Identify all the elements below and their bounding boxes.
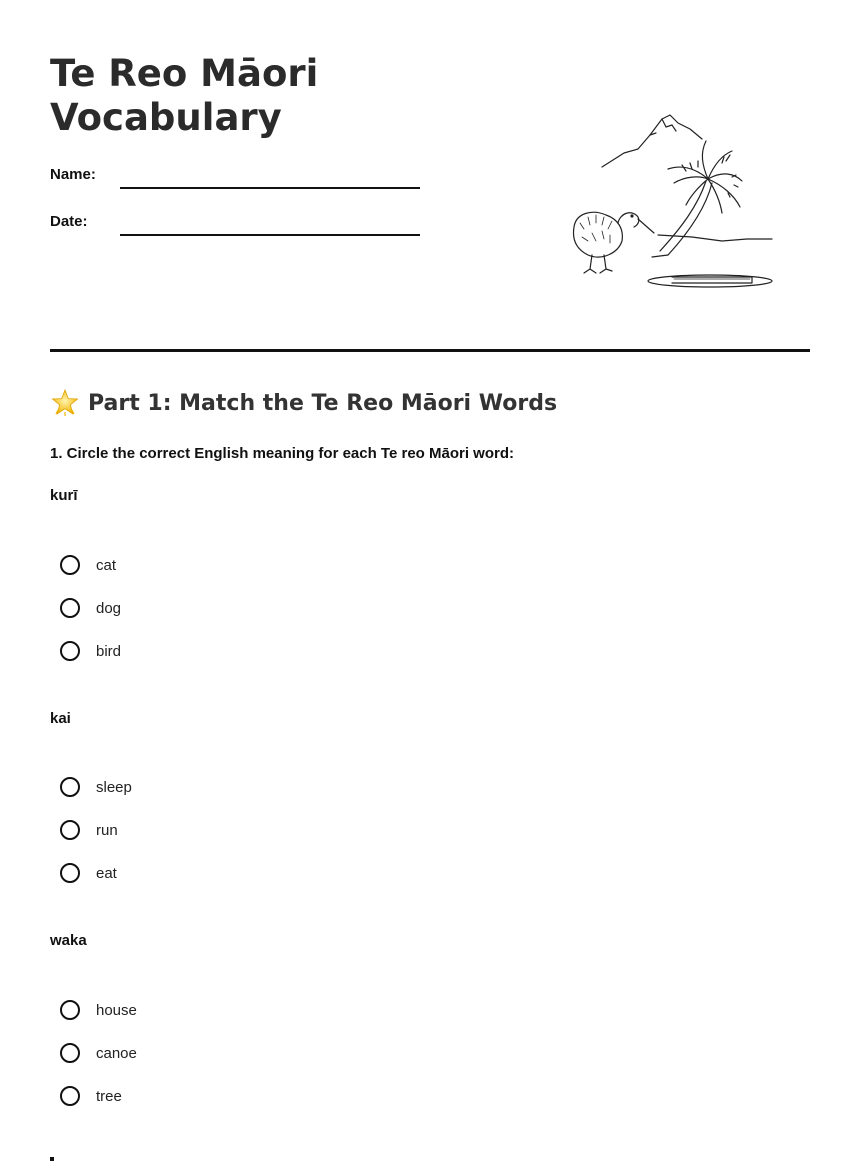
question-instruction: 1. Circle the correct English meaning for each Te reo Māori word:	[50, 445, 514, 462]
radio-circle[interactable]	[60, 1086, 80, 1106]
option-label: sleep	[96, 778, 132, 796]
date-label: Date:	[50, 213, 88, 230]
kiwi-landscape-illustration	[562, 105, 778, 295]
option-label: cat	[96, 556, 117, 574]
part1-heading-text: Part 1: Match the Te Reo Māori Words	[88, 390, 558, 416]
option-dog[interactable]	[60, 595, 121, 621]
option-label: bird	[96, 642, 122, 660]
option-tree[interactable]	[60, 1083, 122, 1109]
title-line-2: Vocabulary	[50, 96, 282, 139]
radio-circle[interactable]	[60, 641, 80, 661]
option-label: house	[96, 1001, 137, 1019]
option-cat[interactable]	[60, 552, 116, 578]
option-label: run	[96, 821, 118, 839]
name-field[interactable]	[120, 187, 420, 189]
option-house[interactable]	[60, 997, 137, 1023]
question-word-waka: waka	[50, 932, 87, 949]
radio-circle[interactable]	[60, 1000, 80, 1020]
radio-circle[interactable]	[60, 777, 80, 797]
radio-circle[interactable]	[60, 555, 80, 575]
title-line-1: Te Reo Māori	[50, 52, 319, 95]
name-label: Name:	[50, 166, 96, 183]
radio-circle[interactable]	[60, 863, 80, 883]
option-label: canoe	[96, 1044, 137, 1062]
radio-circle[interactable]	[60, 598, 80, 618]
section-divider	[50, 349, 810, 352]
option-canoe[interactable]	[60, 1040, 137, 1066]
date-field[interactable]	[120, 234, 420, 236]
question-word-kai: kai	[50, 710, 71, 727]
option-run[interactable]	[60, 817, 118, 843]
option-label: tree	[96, 1087, 122, 1105]
option-sleep[interactable]	[60, 774, 132, 800]
option-label: eat	[96, 864, 117, 882]
option-bird[interactable]	[60, 638, 121, 664]
radio-circle[interactable]	[60, 1043, 80, 1063]
question-word-kuri: kurī	[50, 487, 78, 504]
option-label: dog	[96, 599, 122, 617]
next-question-word-cutoff	[50, 1157, 54, 1161]
radio-circle[interactable]	[60, 820, 80, 840]
worksheet-title	[50, 52, 318, 140]
option-eat[interactable]	[60, 860, 117, 886]
star-icon	[50, 388, 80, 418]
part1-heading	[50, 388, 557, 418]
